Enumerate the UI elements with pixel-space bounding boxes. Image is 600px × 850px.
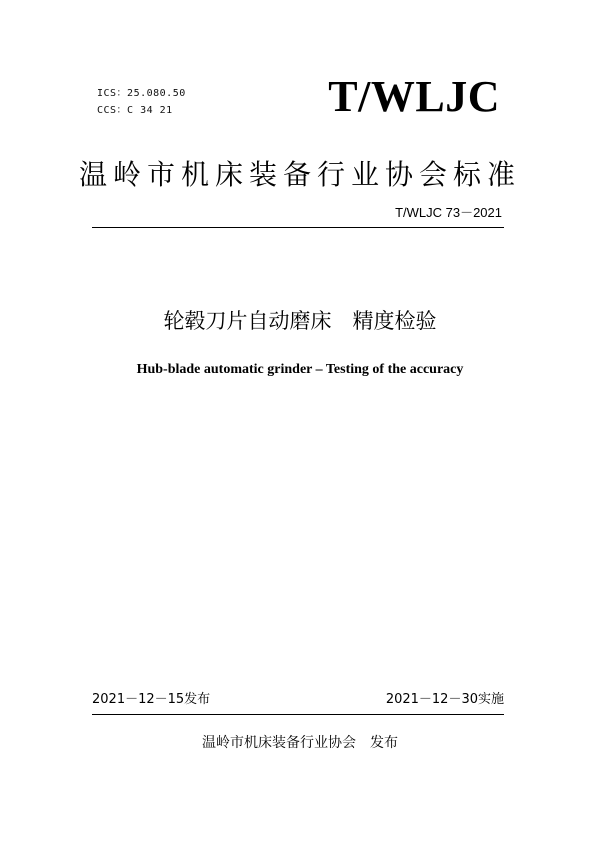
- document-title-english: Hub-blade automatic grinder – Testing of the accuracy: [136, 362, 464, 377]
- issue-date: 2021－12－15发布: [92, 692, 211, 707]
- document-title-chinese: 轮毂刀片自动磨床 精度检验: [163, 309, 437, 333]
- standard-number: T/WLJC 73－2021: [395, 205, 502, 220]
- top-divider: [92, 227, 504, 228]
- standard-code-logo: T/WLJC: [328, 72, 500, 121]
- ics-code: ICS：25.080.50: [97, 88, 186, 99]
- bottom-divider: [92, 714, 504, 715]
- organization-standard-title: 温岭市机床装备行业协会标准: [78, 158, 521, 191]
- publisher: 温岭市机床装备行业协会 发布: [202, 735, 398, 751]
- ccs-code: CCS：C 34 21: [97, 105, 173, 116]
- implementation-date: 2021－12－30实施: [385, 692, 504, 707]
- classification-codes: [97, 85, 186, 119]
